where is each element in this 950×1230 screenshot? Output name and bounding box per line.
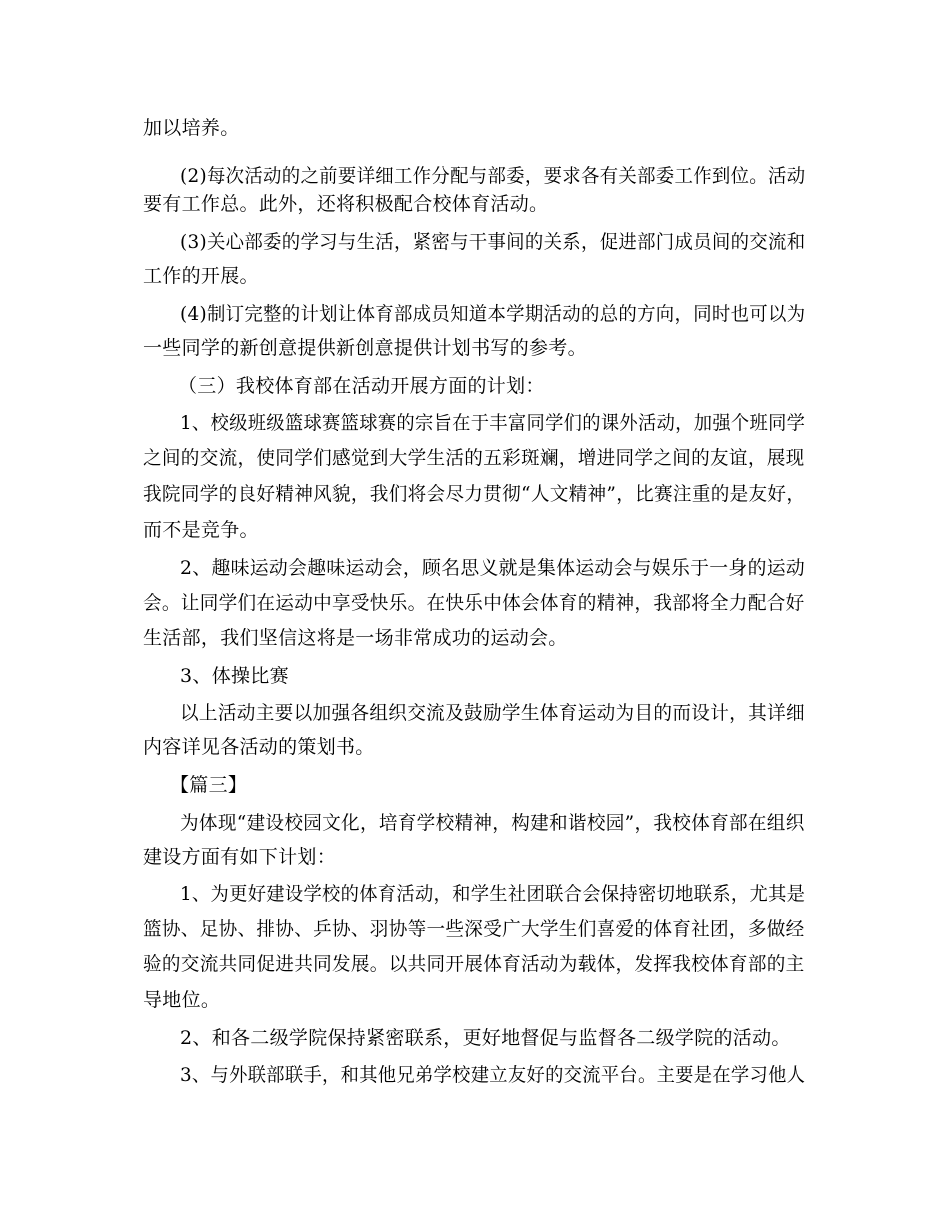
text-line: 我院同学的良好精神风貌，我们将会尽力贯彻“人文精神”，比赛注重的是友好， bbox=[143, 483, 806, 505]
text-line: 篮协、足协、排协、乒协、羽协等一些深受广大学生们喜爱的体育社团，多做经 bbox=[143, 918, 805, 940]
text-line: 1、为更好建设学校的体育活动，和学生社团联合会保持密切地联系，尤其是 bbox=[180, 883, 806, 905]
text-line: 工作的开展。 bbox=[143, 265, 259, 287]
text-line: (4)制订完整的计划让体育部成员知道本学期活动的总的方向，同时也可以为 bbox=[180, 303, 806, 325]
text-line: (3)关心部委的学习与生活，紧密与干事间的关系，促进部门成员间的交流和 bbox=[180, 231, 806, 253]
text-line: 3、与外联部联手，和其他兄弟学校建立友好的交流平台。主要是在学习他人 bbox=[180, 1064, 806, 1086]
text-line: 2、趣味运动会趣味运动会，顾名思义就是集体运动会与娱乐于一身的运动 bbox=[180, 557, 806, 579]
text-line: 而不是竞争。 bbox=[143, 519, 259, 541]
text-line: 3、体操比赛 bbox=[180, 665, 289, 687]
text-line: 一些同学的新创意提供新创意提供计划书写的参考。 bbox=[143, 337, 587, 359]
text-line: 以上活动主要以加强各组织交流及鼓励学生体育运动为目的而设计，其详细 bbox=[180, 702, 805, 724]
text-line: 2、和各二级学院保持紧密联系，更好地督促与监督各二级学院的活动。 bbox=[180, 1027, 791, 1049]
text-line: (2)每次活动的之前要详细工作分配与部委，要求各有关部委工作到位。活动 bbox=[180, 165, 806, 187]
text-line: 1、校级班级篮球赛篮球赛的宗旨在于丰富同学们的课外活动，加强个班同学 bbox=[180, 412, 806, 434]
section-heading: （三）我校体育部在活动开展方面的计划： bbox=[178, 375, 545, 397]
text-line: 内容详见各活动的策划书。 bbox=[143, 736, 375, 758]
text-line: 之间的交流，使同学们感觉到大学生活的五彩斑斓，增进同学之间的友谊，展现 bbox=[143, 447, 805, 469]
text-line: 为体现“建设校园文化，培育学校精神，构建和谐校园”，我校体育部在组织 bbox=[180, 812, 805, 834]
section-heading: 【篇三】 bbox=[170, 774, 248, 796]
text-line: 导地位。 bbox=[143, 989, 221, 1011]
text-line: 生活部，我们坚信这将是一场非常成功的运动会。 bbox=[143, 627, 568, 649]
text-line: 加以培养。 bbox=[143, 117, 240, 139]
text-line: 建设方面有如下计划： bbox=[143, 846, 337, 868]
text-line: 验的交流共同促进共同发展。以共同开展体育活动为载体，发挥我校体育部的主 bbox=[143, 953, 805, 975]
text-line: 要有工作总。此外，还将积极配合校体育活动。 bbox=[143, 193, 549, 215]
text-line: 会。让同学们在运动中享受快乐。在快乐中体会体育的精神，我部将全力配合好 bbox=[143, 592, 805, 614]
